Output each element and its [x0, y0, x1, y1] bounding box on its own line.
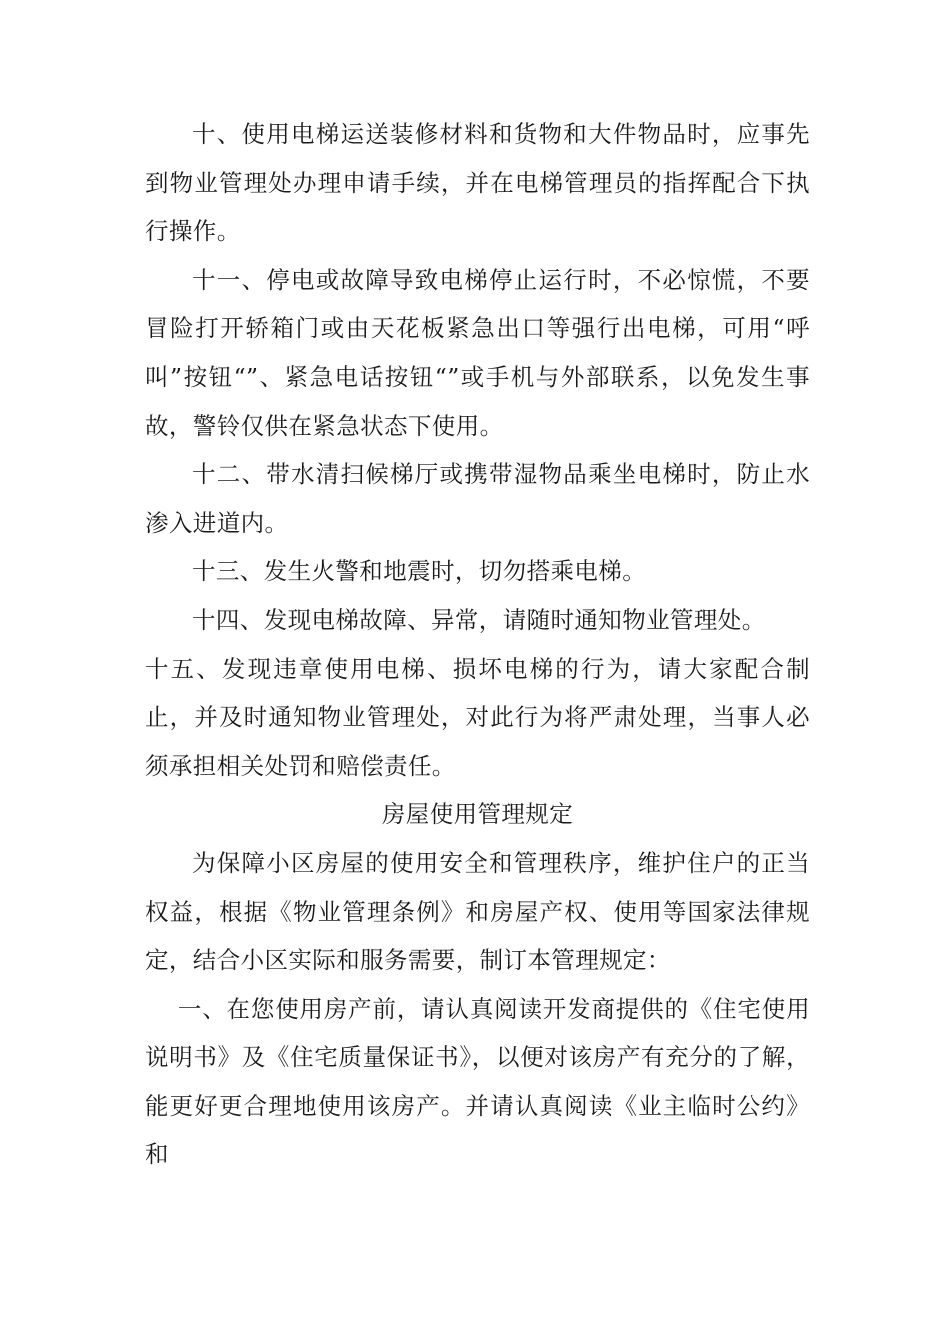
paragraph-item-1: 一、在您使用房产前，请认真阅读开发商提供的《住宅使用说明书》及《住宅质量保证书》，以便对该房产有充分的了解，能更好更合理地使用该房产。并请认真阅读《业主临时公约》和 [145, 994, 810, 1169]
paragraph-item-13: 十三、发生火警和地震时，切勿搭乘电梯。 [192, 557, 647, 586]
intro-paragraph: 为保障小区房屋的使用安全和管理秩序，维护住户的正当权益，根据《物业管理条例》和房屋产权、使用等国家法律规定，结合小区实际和服务需要，制订本管理规定： [145, 848, 810, 975]
paragraph-item-10: 十、使用电梯运送装修材料和货物和大件物品时，应事先到物业管理处办理申请手续，并在电梯管理员的指挥配合下执行操作。 [145, 120, 810, 246]
paragraph-item-14: 十四、发现电梯故障、异常，请随时通知物业管理处。 [192, 605, 766, 634]
paragraph-item-12: 十二、带水清扫候梯厅或携带湿物品乘坐电梯时，防止水渗入进道内。 [145, 460, 810, 537]
paragraph-item-15: 十五、发现违章使用电梯、损坏电梯的行为，请大家配合制止，并及时通知物业管理处，对此行为将严肃处理，当事人必须承担相关处罚和赔偿责任。 [145, 654, 810, 780]
document-body [145, 110, 810, 1179]
section-title: 房屋使用管理规定 [381, 800, 574, 829]
paragraph-item-11: 十一、停电或故障导致电梯停止运行时，不必惊慌，不要冒险打开轿箱门或由天花板紧急出口等强行出电梯，可用“呼叫”按钮“”、紧急电话按钮“”或手机与外部联系，以免发生事故，警铃仅供在紧急状态下使用。 [145, 265, 810, 440]
